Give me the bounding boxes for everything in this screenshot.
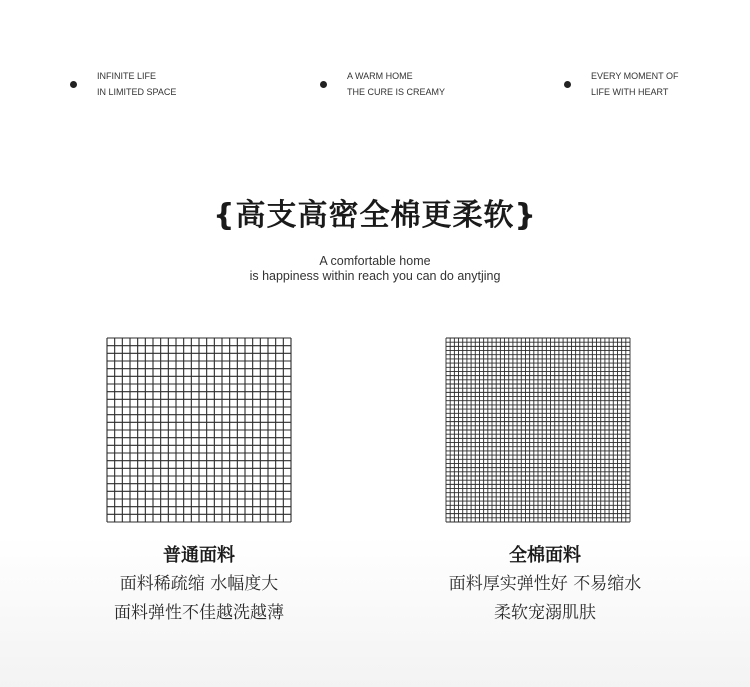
tagline-line-2: LIFE WITH HEART	[591, 87, 669, 97]
bullet-dot-icon	[70, 81, 77, 88]
cotton-fabric-desc-1: 面料厚实弹性好 不易缩水	[448, 574, 642, 594]
regular-fabric-block	[49, 542, 349, 628]
subtitle-line-1: A comfortable home	[319, 254, 431, 268]
tagline-line-2: THE CURE IS CREAMY	[347, 87, 446, 97]
tagline-row	[0, 68, 750, 104]
cotton-fabric-block	[395, 542, 695, 628]
tagline-1	[70, 68, 176, 100]
cotton-fabric-grid-image	[445, 337, 631, 523]
bullet-dot-icon	[320, 81, 327, 88]
page-title: {高支高密全棉更柔软}	[213, 198, 537, 233]
tagline-line-1: INFINITE LIFE	[97, 71, 157, 81]
cotton-fabric-grid-icon	[445, 337, 631, 523]
subtitle-line-2: is happiness within reach you can do anytjing	[249, 269, 501, 283]
regular-fabric-desc-2: 面料弹性不佳越洗越薄	[114, 603, 284, 623]
tagline-text	[347, 68, 445, 100]
cotton-fabric-title: 全棉面料	[509, 545, 581, 566]
tagline-line-2: IN LIMITED SPACE	[97, 87, 177, 97]
tagline-line-1: A WARM HOME	[347, 71, 413, 81]
tagline-text	[591, 68, 679, 100]
regular-fabric-desc-1: 面料稀疏缩 水幅度大	[119, 574, 279, 594]
page-subtitle	[0, 254, 750, 284]
tagline-line-1: EVERY MOMENT OF	[591, 71, 679, 81]
tagline-3	[564, 68, 679, 100]
cotton-fabric-desc-2: 柔软宠溺肌肤	[494, 603, 596, 623]
regular-fabric-grid-icon	[106, 337, 292, 523]
tagline-text	[97, 68, 176, 100]
tagline-2	[320, 68, 445, 100]
bullet-dot-icon	[564, 81, 571, 88]
regular-fabric-title: 普通面料	[163, 545, 235, 566]
regular-fabric-grid-image	[106, 337, 292, 523]
